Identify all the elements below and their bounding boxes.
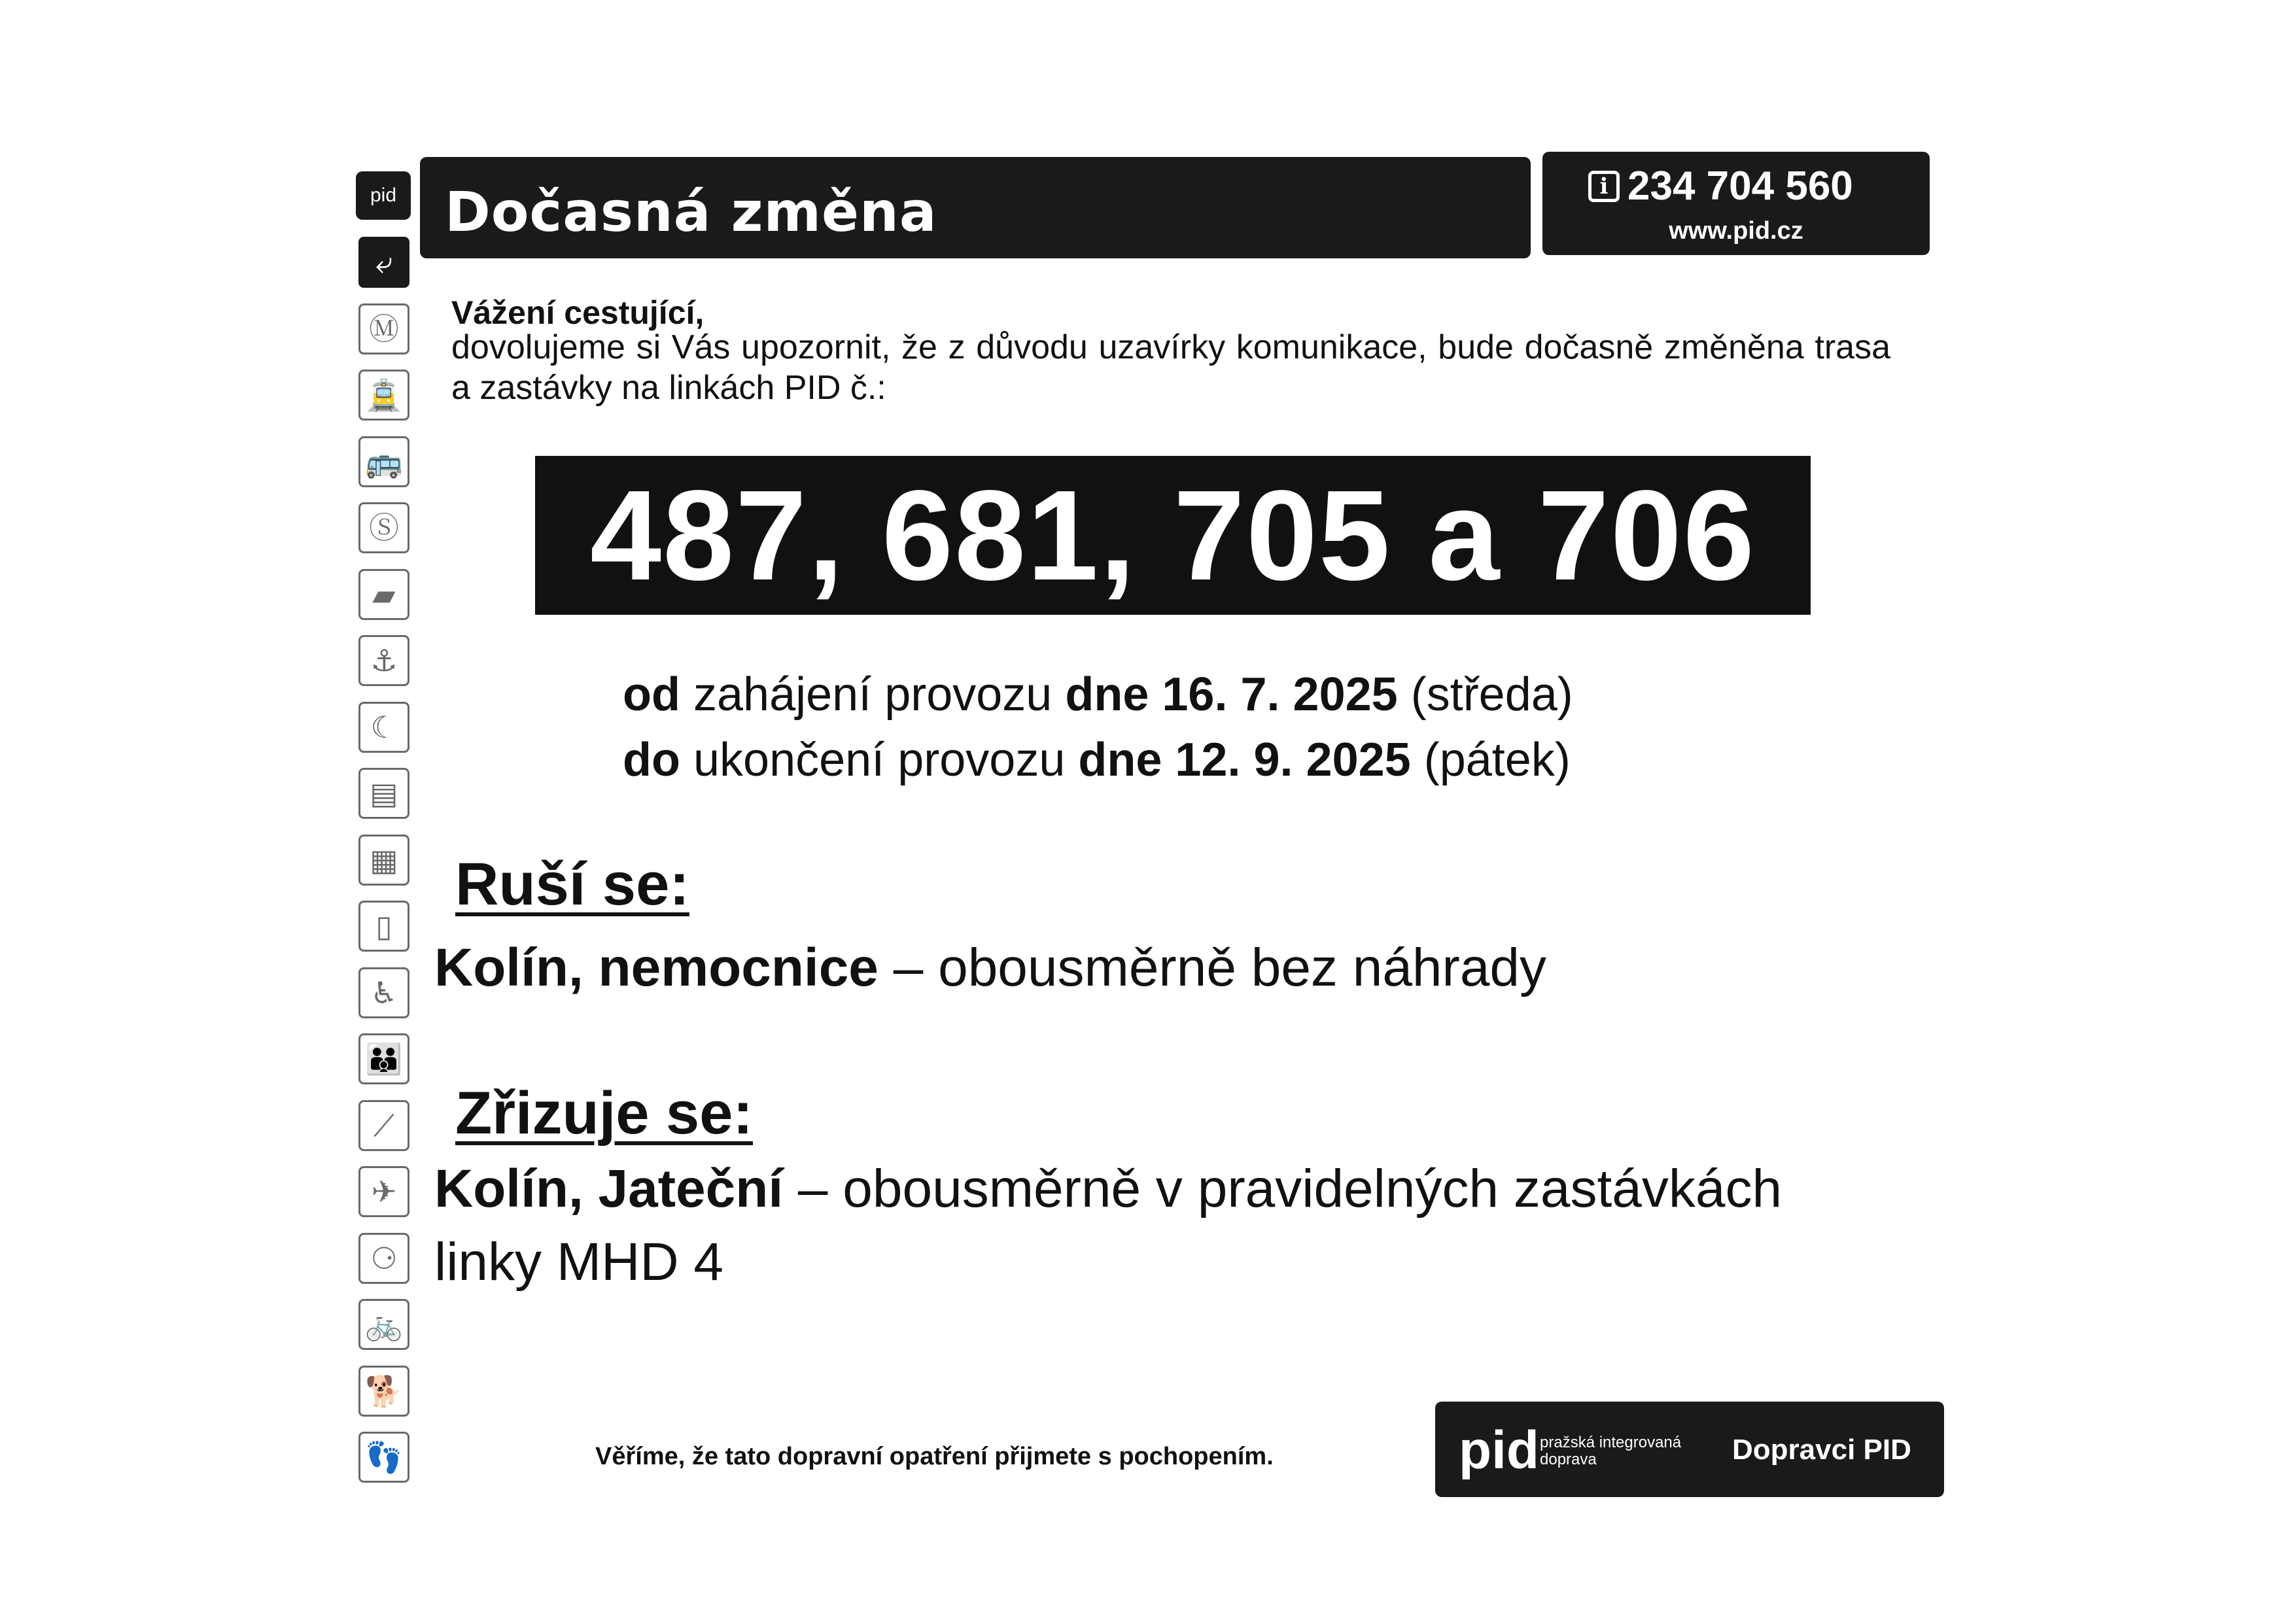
dog-icon: 🐕 [358, 1366, 409, 1417]
title-bar [420, 157, 1531, 258]
cancelled-stop: Kolín, nemocnice [434, 938, 878, 997]
cancelled-heading: Ruší se: [455, 851, 689, 918]
greeting: Vážení cestující, [451, 294, 704, 331]
pid-logo-subtitle: pražská integrovaná doprava [1540, 1434, 1682, 1468]
info-icon: i [1588, 171, 1620, 202]
date-from-row [623, 662, 1573, 727]
established-heading: Zřizuje se: [455, 1080, 754, 1147]
bicycle-icon: 🚲 [358, 1299, 409, 1350]
intro-text: dovolujeme si Vás upozornit, že z důvodu uzavírky komunikace, bude dočasně změněna trasa a zastávky na linkách PID č.: [451, 328, 1890, 407]
date-to-text: ukončení provozu [693, 734, 1066, 786]
established-note: – obousměrně v pravidelných zastávkách linky MHD 4 [434, 1159, 1783, 1292]
footsteps-icon: 👣 [358, 1432, 409, 1483]
date-from-date: dne 16. 7. 2025 [1065, 668, 1398, 721]
date-to-label: do [623, 734, 680, 786]
carrier-label: Dopravci PID [1732, 1434, 1911, 1466]
website-link: www.pid.cz [1669, 217, 1803, 245]
mobile-icon: ▯ [358, 901, 409, 952]
wheelchair-icon: ♿ [358, 967, 409, 1018]
train-s-icon: Ⓢ [358, 502, 409, 553]
tram-icon: 🚊 [358, 370, 409, 421]
footer-logo-box [1435, 1402, 1944, 1497]
stroller-icon: ⚆ [358, 1233, 409, 1284]
date-from-label: od [623, 668, 680, 721]
phone-row [1588, 166, 1853, 207]
funicular-icon: ▰ [358, 569, 409, 620]
metro-icon: Ⓜ [358, 303, 409, 354]
affected-lines: 487, 681, 705 a 706 [535, 456, 1811, 615]
night-icon: ☾ [358, 702, 409, 753]
ferry-anchor-icon: ⚓ [358, 635, 409, 686]
date-to-row [623, 727, 1573, 793]
footer-note: Věříme, že tato dopravní opatření přijmete s pochopením. [595, 1443, 1274, 1470]
bus-icon: 🚌 [358, 436, 409, 487]
ticket-machine-icon: ▤ [358, 768, 409, 819]
cancelled-note: – obousměrně bez náhrady [893, 938, 1547, 997]
ticket-icon: ▦ [358, 835, 409, 886]
phone-number: 234 704 560 [1627, 164, 1853, 209]
date-from-text: zahájení provozu [693, 668, 1052, 721]
established-stop-row [434, 1152, 1808, 1299]
airplane-icon: ✈ [358, 1166, 409, 1217]
detour-icon: ⤶ [358, 237, 409, 288]
family-icon: 👪 [358, 1033, 409, 1084]
date-to-day: (pátek) [1423, 734, 1571, 786]
contact-box [1542, 152, 1930, 255]
pid-badge: pid [356, 171, 411, 220]
validity-dates [623, 662, 1573, 793]
escalator-icon: ⟋ [358, 1100, 409, 1151]
page-title: Dočasná změna [445, 180, 937, 244]
date-from-day: (středa) [1410, 668, 1573, 721]
established-stop: Kolín, Jateční [434, 1159, 784, 1218]
cancelled-stop-row [434, 931, 1808, 1005]
pid-logo: pid [1459, 1421, 1539, 1480]
date-to-date: dne 12. 9. 2025 [1078, 734, 1411, 786]
